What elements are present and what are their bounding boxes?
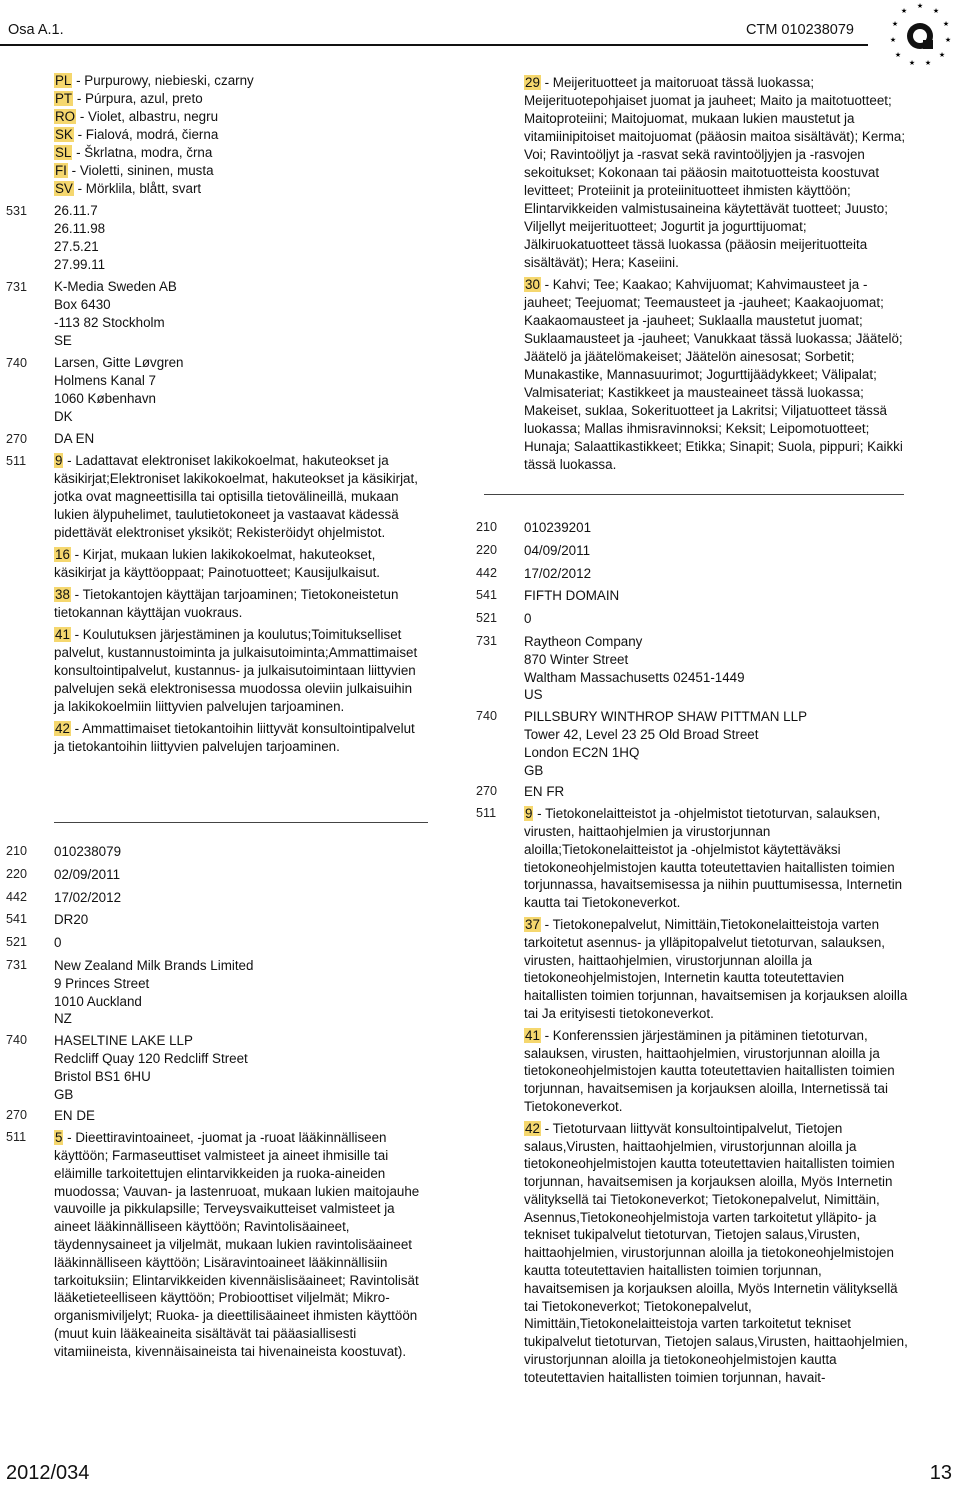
field-541: 541 DR20 [6,912,89,928]
field-270-languages: 270 DA EN [6,431,95,446]
svg-text:★: ★ [942,20,950,28]
field-210: 210 010238079 [6,844,122,859]
field-210: 210 010239201 [476,520,592,535]
svg-text:★: ★ [932,7,940,15]
field-511-classes: 511 9 - Ladattavat elektroniset lakikokoelmat, hakuteokset ja käsikirjat;Elektroniset lakikokoelmat, hakuteokset ja käsikirjat, jotka ovat magneettisilla tai optisilla tietovälineillä, mukaan lukien älypuhelimet, taulutietokoneet ja vastaavat kädessä pidettävät elektroniset yksiköt; Rekisteröidyt ohjelmistot. 16 - Kirjat, mukaan lukien lakikokoelmat, hakuteokset, käsikirjat ja käyttöoppaat; Painotuotteet; Kausijulkaisut. 38 - Tietokantojen käyttäjan tarjoaminen; Tietokoneistetun tietokannan käyttäjan vuokraus. 41 - Koulutuksen järjestäminen ja koulutus;Toimitukselliset palvelut, kustannustoiminta ja julkaisutoiminta;Ammattimaiset konsultointipalvelut, kustannus- ja julkaisutoimintaan liittyvien palvelujen sekä elektronisessa muodossa oleviin julkaisuihin ja lakikokoelmiin liittyvien palvelujen tarjoaminen. 42 - Ammattimaiset tietokantoihin liittyvät konsultointipalvelut ja tietokantoihin liittyvien palvelujen tarjoaminen. [6,452,426,760]
field-731-owner: 731 K-Media Sweden AB Box 6430 -113 82 Stockholm SE [6,279,177,348]
field-731-owner: 731 New Zealand Milk Brands Limited 9 Princes Street 1010 Auckland NZ [6,957,254,1027]
eu-emblem-icon [890,2,956,68]
right-bottom-entry [476,519,908,1391]
svg-text:★: ★ [938,51,946,59]
field-220: 220 04/09/2011 [476,542,591,558]
field-442: 442 17/02/2012 [476,565,592,581]
right-top-continuation [524,74,908,478]
field-511-classes: 511 5 - Dieettiravintoaineet, -juomat ja -ruoat lääkinnälliseen käyttöön; Farmaseuttiset valmisteet ja aineet ihmisille tai eläimille tarkoitettujen elintarvikkeiden ja ruoka-aineiden muodossa; Vauvan- ja lastenruoat, mukaan lukien maitojauhe vauvoille ja pikkulapsille; Terveysvaikutteiset valmisteet ja aineet lääkinnälliseen käyttöön; Ravintolisäaineet, täydennysaineet ja viljelmät, mukaan lukien ravintolisäaineet lääkinnälliseen käyttöön; Lisäravintoaineet lääkinnällisiin tarkoituksiin; Elintarvikkeiden kivennäislisäaineet; Ravintolisät lääketieteelliseen käyttöön; Probioottiset viljelmät; Mikro-organismiviljelyt; Ruoka- ja dieettilisäaineet ihmisten käyttöön (muut kuin lääkeaineita sisältävät tai pääasiallisesti vitamiineista, kivennäisaineista tai hivenaineista koostuvat). [6,1129,426,1364]
colour-line: FI - Violetti, sininen, musta [55,163,214,178]
class-item: 5 - Dieettiravintoaineet, -juomat ja -ruoat lääkinnälliseen käyttöön; Farmaseuttiset valmisteet ja aineet ihmisille tai eläimille tarkoitettujen elintarvikkeiden ja ruoka-aineiden muodossa; Vauvan- ja lastenruoat, mukaan lukien maitojauhe vauvoille ja pikkulapsille; Terveysvaikutteiset valmisteet ja aineet lääkinnälliseen käyttöön; Ravintolisäaineet, täydennysaineet ja viljelmät, mukaan lukien ravintolisäaineet lääkinnälliseen käyttöön; Lisäravintoaineet lääkinnällisiin tarkoituksiin; Elintarvikkeiden kivennäislisäaineet; Ravintolisät lääketieteelliseen käyttöön; Probioottiset viljelmät; Mikro-organismiviljelyt; Ruoka- ja dieettilisäaineet ihmisten käyttöön (muut kuin lääkeaineita sisältävät tai pääasiallisesti vitamiineista, kivennäisaineista tai hivenaineista koostuvat). [54,1130,420,1359]
entry-divider [484,494,904,495]
field-521: 521 0 [6,935,62,951]
field-531: 531 26.11.7 26.11.98 27.5.21 27.99.11 [6,203,106,272]
class-item: 30 - Kahvi; Tee; Kaakao; Kahvijuomat; Kahvimausteet ja -jauheet; Teejuomat; Teemausteet ja -jauheet; Kaakaojuomat; Kaakaomausteet ja -jauheet; Suklaalla maustetut juomat; Suklaamausteet ja -jauheet; Vanukkaat tässä luokassa; Jäätelö; Jäätelö ja jäätelömakeiset; Jäätelön ainesosat; Sorbetit; Munakastike, Mannasuurimot; Jogurttijäädykkeet; Välipalat; Valmisateriat; Kastikkeet ja mausteaineet tässä luokassa; Makeiset, suklaa, Sokerituotteet ja Lakritsi; Viljatuotteet tässä luokassa; Mallas ihmisravinnoksi; Keksit; Leipomotuotteet; Hunaja; Salaattikastikkeet; Etikka; Sinapit; Suola, pippuri; Kaikki tässä luokassa. [524,277,903,472]
field-442: 442 17/02/2012 [6,889,122,905]
class-item: 42 - Ammattimaiset tietokantoihin liittyvät konsultointipalvelut ja tietokantoihin liittyvien palvelujen tarjoaminen. [54,721,415,754]
colour-list [6,72,426,198]
colour-line: SV - Mörklila, blått, svart [55,181,202,196]
entry-divider [54,822,428,823]
colour-line: PT - Púrpura, azul, preto [55,91,203,106]
class-item: 9 - Tietokonelaitteistot ja -ohjelmistot tietoturvan, salauksen, virusten, haittaohjelmien ja virustorjunnan aloilla;Tietokonelaitteistot ja -ohjelmistot käytettäväksi tietokoneohjelmistojen kautta toteutettavien haitallisten toimien torjunnassa, havaitsemisessa ja niihin puuttumisessa, Internetin kautta tai Tietokoneverkot. [524,806,903,911]
colour-line: RO - Violet, albastru, negru [55,109,219,124]
class-item: 38 - Tietokantojen käyttäjan tarjoaminen; Tietokoneistetun tietokannan käyttäjan vuokraus. [54,587,399,620]
field-270-languages: 270 EN FR [476,784,565,800]
part-label: Osa A.1. [8,22,64,38]
svg-text:★: ★ [916,2,924,10]
svg-text:★: ★ [924,59,932,67]
svg-text:★: ★ [890,36,897,44]
colour-line: SK - Fialová, modrá, čierna [55,127,219,142]
svg-text:★: ★ [944,36,952,44]
class-item: 42 - Tietoturvaan liittyvät konsultointipalvelut, Tietojen salaus,Virusten, haittaohjelmien, virustorjunnan aloilla ja tietokoneohjelmistojen kautta toteutettavien haitallisten toimien torjunnan, havaitsemisen ja korjauksen aloilla, Myös Internetin välityksellä tai Tietokoneverkot; Tietokonepalvelut, Nimittäin, Asennus,Tietokoneohjelmistoja varten tarkoitetut ylläpito- ja tekniset tukipalvelut tietoturvan, Tietojen salaus,Virusten, haittaohjelmien, virustorjunnan aloilla ja tietokoneohjelmistojen kautta toteutettavien haitallisten toimien torjunnan, havaitsemisen ja korjauksen aloilla, Myös Internetin välityksellä tai Tietokoneverkot; Tietokonepalvelut, Nimittäin,Tietokonelaitteistoja varten tarkoitetut tekniset tukipalvelut tietoturvan, Tietojen salaus,Virusten, haittaohjelmien, virustorjunnan aloilla ja tietokoneohjelmistojen kautta toteutettavien haitallisten toimien torjunnan, havait- [524,1120,908,1385]
class-item: 29 - Meijerituotteet ja maitoruoat tässä luokassa; Meijerituotepohjaiset juomat ja jauheet; Maito ja maitotuotteet; Maitoproteiini; Maitojuomat, mukaan lukien maustetut ja vitamiinipitoiset maitojuomat (pääosin maitoa sisältävät); Kerma; Voi; Ravintoöljyt ja -rasvat sekä ravintoöljyjen ja -rasvojen sekoitukset; Kokonaan tai pääosin maitotuotteista koostuvat levitteet; Proteiinit ja proteiinituotteet ihmisten käyttöön; Elintarvikkeiden valmistusaineina käytettävät tuotteet; Juusto; Viljellyt meijerituotteet; Jogurtit ja jogurttijuomat; Jälkiruokatuotteet tässä luokassa (pääosin meijerituotteita sisältävät); Hera; Kaseiini. [524,75,906,270]
field-541: 541 FIFTH DOMAIN [476,588,620,604]
class-item: 9 - Ladattavat elektroniset lakikokoelmat, hakuteokset ja käsikirjat;Elektroniset lakikokoelmat, hakuteokset ja käsikirjat, jotka ovat magneettisilla tai optisilla tietovälineillä, mukaan lukien älypuhelimet, taulutietokoneet ja vastaavat kädessä pidettävät elektroniset yksiköt; Rekisteröidyt ohjelmistot. [54,453,418,540]
class-item: 41 - Koulutuksen järjestäminen ja koulutus;Toimitukselliset palvelut, kustannustoiminta ja julkaisutoiminta;Ammattimaiset konsultointipalvelut, kustannus- ja julkaisutoimintaan liittyvien palvelujen sekä elektronisessa muodossa oleviin julkaisuihin ja lakikokoelmiin liittyvien palvelujen tarjoaminen. [54,627,418,714]
svg-text:★: ★ [894,51,902,59]
class-item: 37 - Tietokonepalvelut, Nimittäin,Tietokonelaitteistoja varten tarkoitetut asennus- ja ylläpitopalvelut tietoturvan, salauksen, virusten, haittaohjelmien, virustorjunnan aloilla ja tietokoneohjelmistojen, Internetin kautta toteutettavien haitallisten toimien torjunnan, havaitsemisen ja korjauksen aloilla tai Ja erityisesti tietokoneverkot. [524,916,908,1021]
svg-text:★: ★ [891,20,899,28]
field-220: 220 02/09/2011 [6,866,121,882]
field-740-representative: 740 Larsen, Gitte Løvgren Holmens Kanal 7 1060 København DK [6,355,184,424]
svg-text:★: ★ [908,59,916,67]
field-521: 521 0 [476,611,532,627]
left-top-entry [6,72,426,760]
svg-text:★: ★ [900,7,908,15]
left-bottom-entry [6,843,426,1365]
field-740-representative: 740 PILLSBURY WINTHROP SHAW PITTMAN LLP Tower 42, Level 23 25 Old Broad Street London EC2N 1HQ GB [476,709,808,778]
field-731-owner: 731 Raytheon Company 870 Winter Street Waltham Massachusetts 02451-1449 US [476,633,745,703]
class-item: 16 - Kirjat, mukaan lukien lakikokoelmat, hakuteokset, käsikirjat ja käyttöoppaat; Painotuotteet; Kausijulkaisut. [54,547,381,580]
field-740-representative: 740 HASELTINE LAKE LLP Redcliff Quay 120 Redcliff Street Bristol BS1 6HU GB [6,1033,248,1102]
colour-line: PL - Purpurowy, niebieski, czarny [55,73,254,88]
field-511-classes: 511 9 - Tietokonelaitteistot ja -ohjelmistot tietoturvan, salauksen, virusten, haittaohjelmien ja virustorjunnan aloilla;Tietokonelaitteistot ja -ohjelmistot käytettäväksi tietokoneohjelmistojen kautta toteutettavien haitallisten toimien torjunnassa, havaitsemisessa ja niihin puuttumisessa, Internetin kautta tai Tietokoneverkot. 37 - Tietokonepalvelut, Nimittäin,Tietokonelaitteistoja varten tarkoitetut asennus- ja ylläpitopalvelut tietoturvan, salauksen, virusten, haittaohjelmien, virustorjunnan aloilla ja tietokoneohjelmistojen, Internetin kautta toteutettavien haitallisten toimien torjunnan, havaitsemisen ja korjauksen aloilla tai Ja erityisesti tietokoneverkot. 41 - Konferenssien järjestäminen ja pitäminen tietoturvan, salauksen, virusten, haittaohjelmien, virustorjunnan aloilla ja tietokoneohjelmistojen kautta toteutettavien haitallisten toimien torjunnan, havaitsemisen ja korjauksen aloilla, Internetissä tai Tietokoneverkot. 42 - Tietoturvaan liittyvät konsultointipalvelut, Tietojen salaus,Virusten, haittaohjelmien, virustorjunnan aloilla ja tietokoneohjelmistojen kautta toteutettavien haitallisten toimien torjunnan, havaitsemisen ja korjauksen aloilla, Myös Internetin välityksellä tai Tietokoneverkot; Tietokonepalvelut, Nimittäin, Asennus,Tietokoneohjelmistoja varten tarkoitetut ylläpito- ja tekniset tukipalvelut tietoturvan, Tietojen salaus,Virusten, haittaohjelmien, virustorjunnan aloilla ja tietokoneohjelmistojen kautta toteutettavien haitallisten toimien torjunnan, havaitsemisen ja korjauksen aloilla, Myös Internetin välityksellä tai Tietokoneverkot; Tietokonepalvelut, Nimittäin,Tietokonelaitteistoja varten tarkoitetut tekniset tukipalvelut tietoturvan, Tietojen salaus,Virusten, haittaohjelmien, virustorjunnan aloilla ja tietokoneohjelmistojen kautta toteutettavien haitallisten toimien torjunnan, havait- [476,806,908,1385]
header-rule [0,44,868,46]
field-270-languages: 270 EN DE [6,1108,95,1124]
colour-line: SL - Škrlatna, modra, črna [55,145,213,160]
bulletin-issue: 2012/034 [6,1462,90,1484]
page-number: 13 [929,1462,952,1484]
ctm-number: CTM 010238079 [745,22,854,38]
class-item: 41 - Konferenssien järjestäminen ja pitäminen tietoturvan, salauksen, virusten, haittaohjelmien, virustorjunnan aloilla ja tietokoneohjelmistojen kautta toteutettavien haitallisten toimien torjunnan, havaitsemisen ja korjauksen aloilla, Internetissä tai Tietokoneverkot. [524,1027,895,1114]
